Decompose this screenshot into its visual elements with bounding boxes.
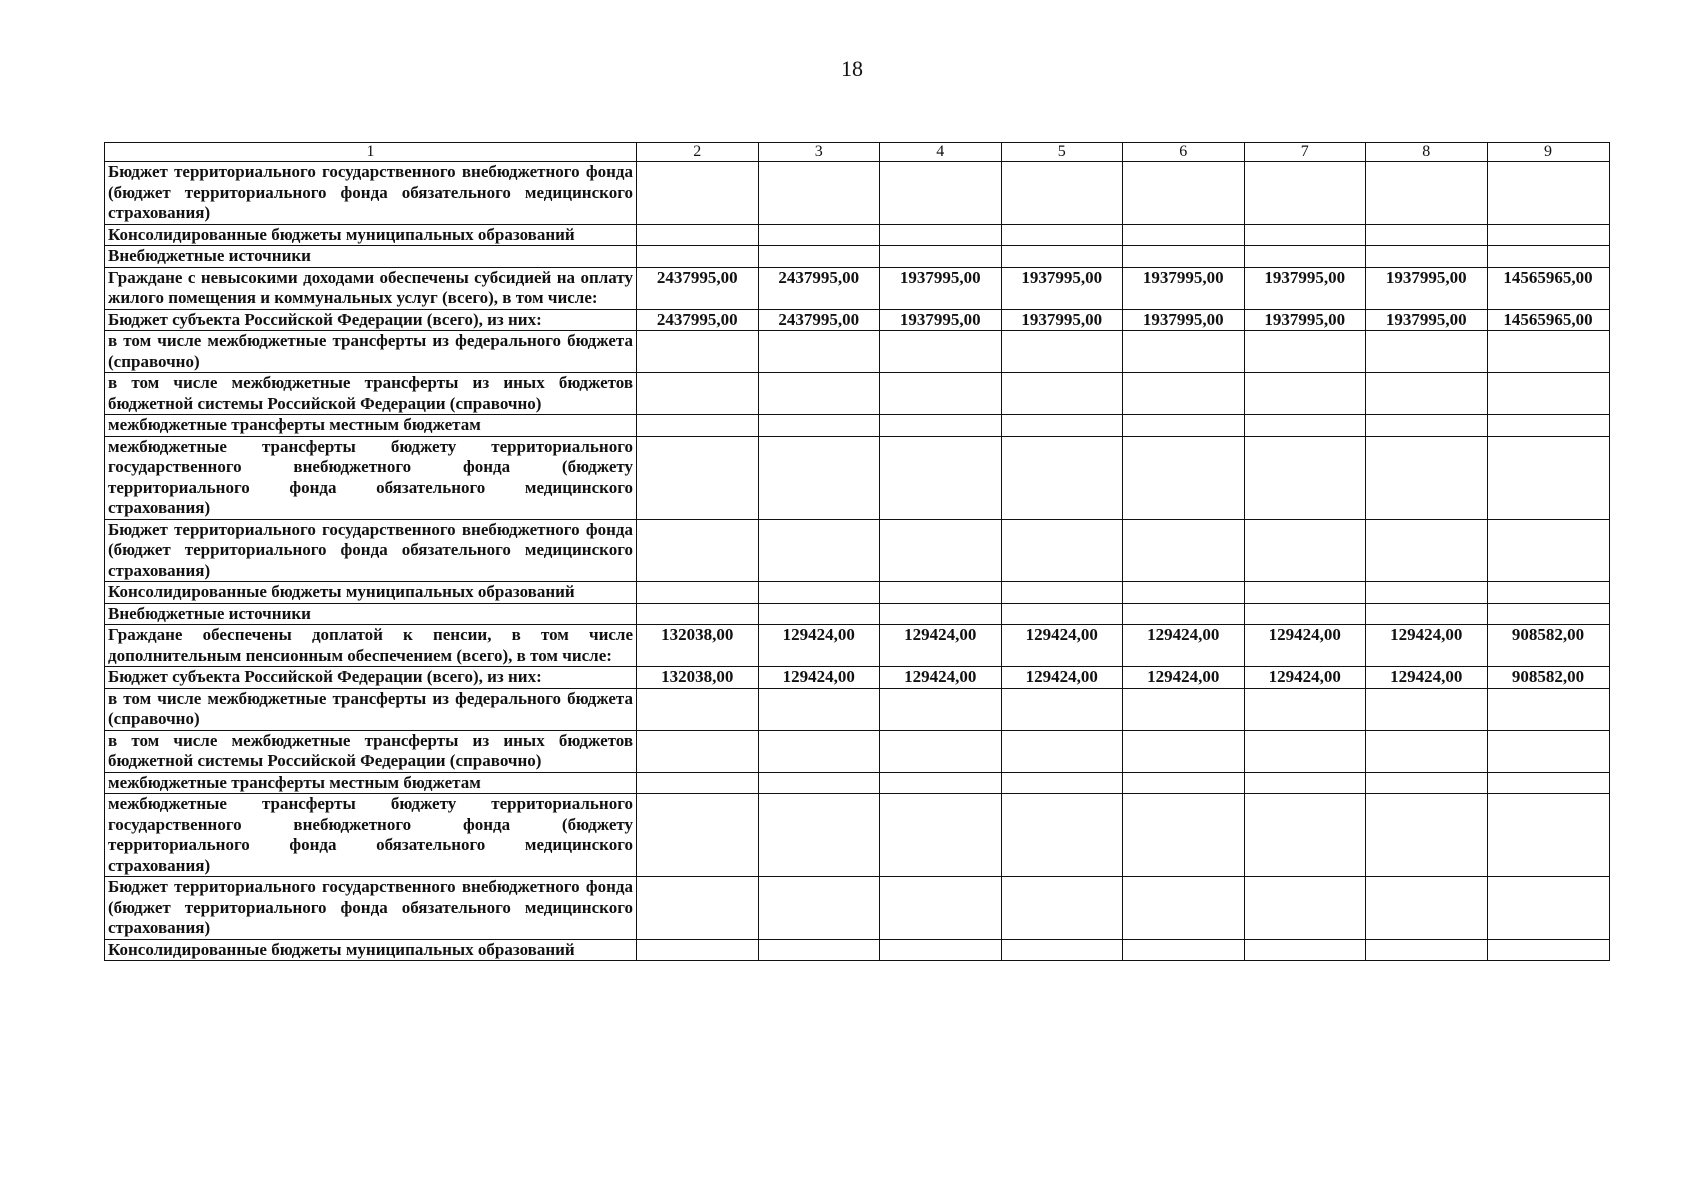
- column-header: 6: [1123, 143, 1245, 162]
- column-header: 2: [637, 143, 759, 162]
- value-cell: 2437995,00: [758, 309, 880, 331]
- value-cell: [758, 373, 880, 415]
- value-cell: 129424,00: [1244, 625, 1366, 667]
- table-row: [105, 246, 1610, 268]
- row-label: Внебюджетные источники: [105, 603, 637, 625]
- value-cell: 129424,00: [1366, 667, 1488, 689]
- row-label: в том числе межбюджетные трансферты из федерального бюджета (справочно): [105, 331, 637, 373]
- value-cell: 129424,00: [1001, 625, 1123, 667]
- table-row: [105, 436, 1610, 519]
- value-cell: [758, 331, 880, 373]
- value-cell: [637, 373, 759, 415]
- value-cell: [758, 794, 880, 877]
- value-cell: [1366, 436, 1488, 519]
- value-cell: [1001, 224, 1123, 246]
- value-cell: [1244, 162, 1366, 225]
- table-row: [105, 373, 1610, 415]
- value-cell: [880, 519, 1002, 582]
- row-label: в том числе межбюджетные трансферты из иных бюджетов бюджетной системы Российской Федерации (справочно): [105, 373, 637, 415]
- value-cell: [1366, 162, 1488, 225]
- row-label: межбюджетные трансферты местным бюджетам: [105, 772, 637, 794]
- value-cell: 14565965,00: [1487, 309, 1609, 331]
- value-cell: [1001, 794, 1123, 877]
- value-cell: [1366, 794, 1488, 877]
- value-cell: [637, 772, 759, 794]
- value-cell: [1366, 331, 1488, 373]
- value-cell: [1001, 603, 1123, 625]
- row-label: в том числе межбюджетные трансферты из федерального бюджета (справочно): [105, 688, 637, 730]
- value-cell: 1937995,00: [1123, 267, 1245, 309]
- value-cell: [1244, 224, 1366, 246]
- value-cell: 908582,00: [1487, 625, 1609, 667]
- value-cell: [1123, 794, 1245, 877]
- value-cell: [1366, 939, 1488, 961]
- value-cell: [758, 939, 880, 961]
- value-cell: [1487, 162, 1609, 225]
- value-cell: [758, 246, 880, 268]
- value-cell: [758, 730, 880, 772]
- value-cell: [1001, 162, 1123, 225]
- value-cell: [1487, 224, 1609, 246]
- value-cell: [1123, 519, 1245, 582]
- value-cell: [1001, 939, 1123, 961]
- value-cell: [1244, 373, 1366, 415]
- value-cell: [1244, 772, 1366, 794]
- value-cell: 1937995,00: [1366, 267, 1488, 309]
- value-cell: [1001, 877, 1123, 940]
- value-cell: [1001, 246, 1123, 268]
- row-label: Внебюджетные источники: [105, 246, 637, 268]
- value-cell: [880, 415, 1002, 437]
- value-cell: 1937995,00: [880, 309, 1002, 331]
- column-header: 5: [1001, 143, 1123, 162]
- value-cell: 129424,00: [758, 625, 880, 667]
- row-label: Консолидированные бюджеты муниципальных образований: [105, 582, 637, 604]
- value-cell: [1366, 603, 1488, 625]
- value-cell: [758, 688, 880, 730]
- table-row: [105, 688, 1610, 730]
- value-cell: [1366, 877, 1488, 940]
- value-cell: [1244, 688, 1366, 730]
- value-cell: [1487, 877, 1609, 940]
- value-cell: 1937995,00: [1366, 309, 1488, 331]
- value-cell: [758, 224, 880, 246]
- row-label: Консолидированные бюджеты муниципальных образований: [105, 224, 637, 246]
- value-cell: [1123, 373, 1245, 415]
- table-row: [105, 772, 1610, 794]
- value-cell: [1487, 794, 1609, 877]
- value-cell: 1937995,00: [1123, 309, 1245, 331]
- value-cell: [1244, 582, 1366, 604]
- value-cell: [880, 224, 1002, 246]
- value-cell: [1487, 436, 1609, 519]
- value-cell: [1487, 415, 1609, 437]
- page-number: 18: [841, 56, 863, 81]
- value-cell: 2437995,00: [758, 267, 880, 309]
- value-cell: [880, 772, 1002, 794]
- row-label: межбюджетные трансферты бюджету территориального государственного внебюджетного фонда (бюджету территориального фонда обязательного медицинского страхования): [105, 436, 637, 519]
- value-cell: 1937995,00: [1244, 309, 1366, 331]
- table-row: [105, 794, 1610, 877]
- value-cell: [1487, 688, 1609, 730]
- value-cell: [637, 877, 759, 940]
- value-cell: [1001, 415, 1123, 437]
- value-cell: [637, 246, 759, 268]
- column-header: 3: [758, 143, 880, 162]
- value-cell: [758, 519, 880, 582]
- value-cell: 132038,00: [637, 625, 759, 667]
- value-cell: 129424,00: [1123, 625, 1245, 667]
- column-header: 9: [1487, 143, 1609, 162]
- value-cell: [637, 162, 759, 225]
- row-label: Бюджет субъекта Российской Федерации (всего), из них:: [105, 309, 637, 331]
- table-row: [105, 309, 1610, 331]
- value-cell: [1366, 373, 1488, 415]
- value-cell: [758, 603, 880, 625]
- value-cell: [1366, 415, 1488, 437]
- value-cell: 129424,00: [758, 667, 880, 689]
- value-cell: 2437995,00: [637, 309, 759, 331]
- row-label: межбюджетные трансферты бюджету территориального государственного внебюджетного фонда (бюджету территориального фонда обязательного медицинского страхования): [105, 794, 637, 877]
- row-label: Консолидированные бюджеты муниципальных образований: [105, 939, 637, 961]
- row-label: Граждане с невысокими доходами обеспечены субсидией на оплату жилого помещения и коммунальных услуг (всего), в том числе:: [105, 267, 637, 309]
- value-cell: [637, 603, 759, 625]
- table-row: [105, 267, 1610, 309]
- value-cell: [758, 436, 880, 519]
- value-cell: [880, 730, 1002, 772]
- value-cell: [758, 415, 880, 437]
- row-label: в том числе межбюджетные трансферты из иных бюджетов бюджетной системы Российской Федерации (справочно): [105, 730, 637, 772]
- table-row: [105, 625, 1610, 667]
- value-cell: [1001, 688, 1123, 730]
- value-cell: [1123, 224, 1245, 246]
- value-cell: [1487, 519, 1609, 582]
- value-cell: [1487, 772, 1609, 794]
- table-row: [105, 877, 1610, 940]
- value-cell: [880, 603, 1002, 625]
- value-cell: [1366, 246, 1488, 268]
- value-cell: [758, 877, 880, 940]
- value-cell: [1487, 603, 1609, 625]
- value-cell: [1366, 772, 1488, 794]
- column-header: 7: [1244, 143, 1366, 162]
- table-row: [105, 939, 1610, 961]
- value-cell: [1123, 688, 1245, 730]
- row-label: Бюджет территориального государственного внебюджетного фонда (бюджет территориального фонда обязательного медицинского страхования): [105, 877, 637, 940]
- value-cell: [1487, 246, 1609, 268]
- row-label: Бюджет субъекта Российской Федерации (всего), из них:: [105, 667, 637, 689]
- table-header: [105, 143, 1610, 162]
- value-cell: [1001, 373, 1123, 415]
- value-cell: [637, 224, 759, 246]
- value-cell: 1937995,00: [1244, 267, 1366, 309]
- value-cell: 129424,00: [1366, 625, 1488, 667]
- value-cell: [1123, 436, 1245, 519]
- value-cell: 1937995,00: [880, 267, 1002, 309]
- value-cell: [1001, 772, 1123, 794]
- value-cell: [1487, 582, 1609, 604]
- value-cell: [880, 246, 1002, 268]
- table-row: [105, 667, 1610, 689]
- value-cell: 129424,00: [1123, 667, 1245, 689]
- value-cell: [637, 519, 759, 582]
- table-row: [105, 582, 1610, 604]
- value-cell: [1123, 162, 1245, 225]
- value-cell: [758, 582, 880, 604]
- value-cell: [880, 373, 1002, 415]
- value-cell: [1366, 582, 1488, 604]
- value-cell: [1244, 331, 1366, 373]
- value-cell: 129424,00: [880, 625, 1002, 667]
- value-cell: [637, 730, 759, 772]
- value-cell: [880, 794, 1002, 877]
- table-body: [105, 162, 1610, 961]
- value-cell: [758, 162, 880, 225]
- value-cell: [637, 939, 759, 961]
- value-cell: [880, 331, 1002, 373]
- value-cell: 1937995,00: [1001, 267, 1123, 309]
- value-cell: [1244, 603, 1366, 625]
- value-cell: [1123, 582, 1245, 604]
- value-cell: [1123, 939, 1245, 961]
- value-cell: [1487, 373, 1609, 415]
- value-cell: [1123, 331, 1245, 373]
- table-row: [105, 730, 1610, 772]
- value-cell: [637, 436, 759, 519]
- value-cell: [637, 582, 759, 604]
- column-header: 8: [1366, 143, 1488, 162]
- value-cell: [1001, 436, 1123, 519]
- row-label: Бюджет территориального государственного внебюджетного фонда (бюджет территориального фонда обязательного медицинского страхования): [105, 519, 637, 582]
- value-cell: [637, 415, 759, 437]
- row-label: Бюджет территориального государственного внебюджетного фонда (бюджет территориального фонда обязательного медицинского страхования): [105, 162, 637, 225]
- value-cell: [1244, 730, 1366, 772]
- value-cell: 129424,00: [1001, 667, 1123, 689]
- table-row: [105, 224, 1610, 246]
- value-cell: [1123, 415, 1245, 437]
- value-cell: [1244, 519, 1366, 582]
- value-cell: [880, 436, 1002, 519]
- value-cell: [1487, 939, 1609, 961]
- table-row: [105, 415, 1610, 437]
- value-cell: [1244, 436, 1366, 519]
- value-cell: [637, 688, 759, 730]
- value-cell: 2437995,00: [637, 267, 759, 309]
- value-cell: [1123, 772, 1245, 794]
- value-cell: [1366, 519, 1488, 582]
- value-cell: [1244, 415, 1366, 437]
- row-label: межбюджетные трансферты местным бюджетам: [105, 415, 637, 437]
- value-cell: [1001, 730, 1123, 772]
- value-cell: [637, 331, 759, 373]
- value-cell: [880, 582, 1002, 604]
- value-cell: [1244, 246, 1366, 268]
- value-cell: 14565965,00: [1487, 267, 1609, 309]
- column-header: 4: [880, 143, 1002, 162]
- value-cell: [1244, 877, 1366, 940]
- value-cell: [1123, 730, 1245, 772]
- value-cell: [1123, 877, 1245, 940]
- value-cell: [880, 688, 1002, 730]
- value-cell: [880, 939, 1002, 961]
- column-header: 1: [105, 143, 637, 162]
- value-cell: [1123, 246, 1245, 268]
- header-row: [105, 143, 1610, 162]
- value-cell: [1001, 519, 1123, 582]
- value-cell: [758, 772, 880, 794]
- value-cell: [1366, 224, 1488, 246]
- value-cell: [1244, 939, 1366, 961]
- value-cell: 129424,00: [880, 667, 1002, 689]
- value-cell: [1366, 688, 1488, 730]
- value-cell: [1366, 730, 1488, 772]
- value-cell: [1123, 603, 1245, 625]
- value-cell: 1937995,00: [1001, 309, 1123, 331]
- table-row: [105, 331, 1610, 373]
- value-cell: [880, 162, 1002, 225]
- table-row: [105, 519, 1610, 582]
- value-cell: 132038,00: [637, 667, 759, 689]
- value-cell: 908582,00: [1487, 667, 1609, 689]
- value-cell: [1001, 582, 1123, 604]
- table-row: [105, 603, 1610, 625]
- value-cell: [1487, 730, 1609, 772]
- value-cell: [1487, 331, 1609, 373]
- value-cell: [1244, 794, 1366, 877]
- table-row: [105, 162, 1610, 225]
- value-cell: 129424,00: [1244, 667, 1366, 689]
- value-cell: [637, 794, 759, 877]
- budget-table: [104, 142, 1610, 961]
- value-cell: [880, 877, 1002, 940]
- row-label: Граждане обеспечены доплатой к пенсии, в том числе дополнительным пенсионным обеспечением (всего), в том числе:: [105, 625, 637, 667]
- value-cell: [1001, 331, 1123, 373]
